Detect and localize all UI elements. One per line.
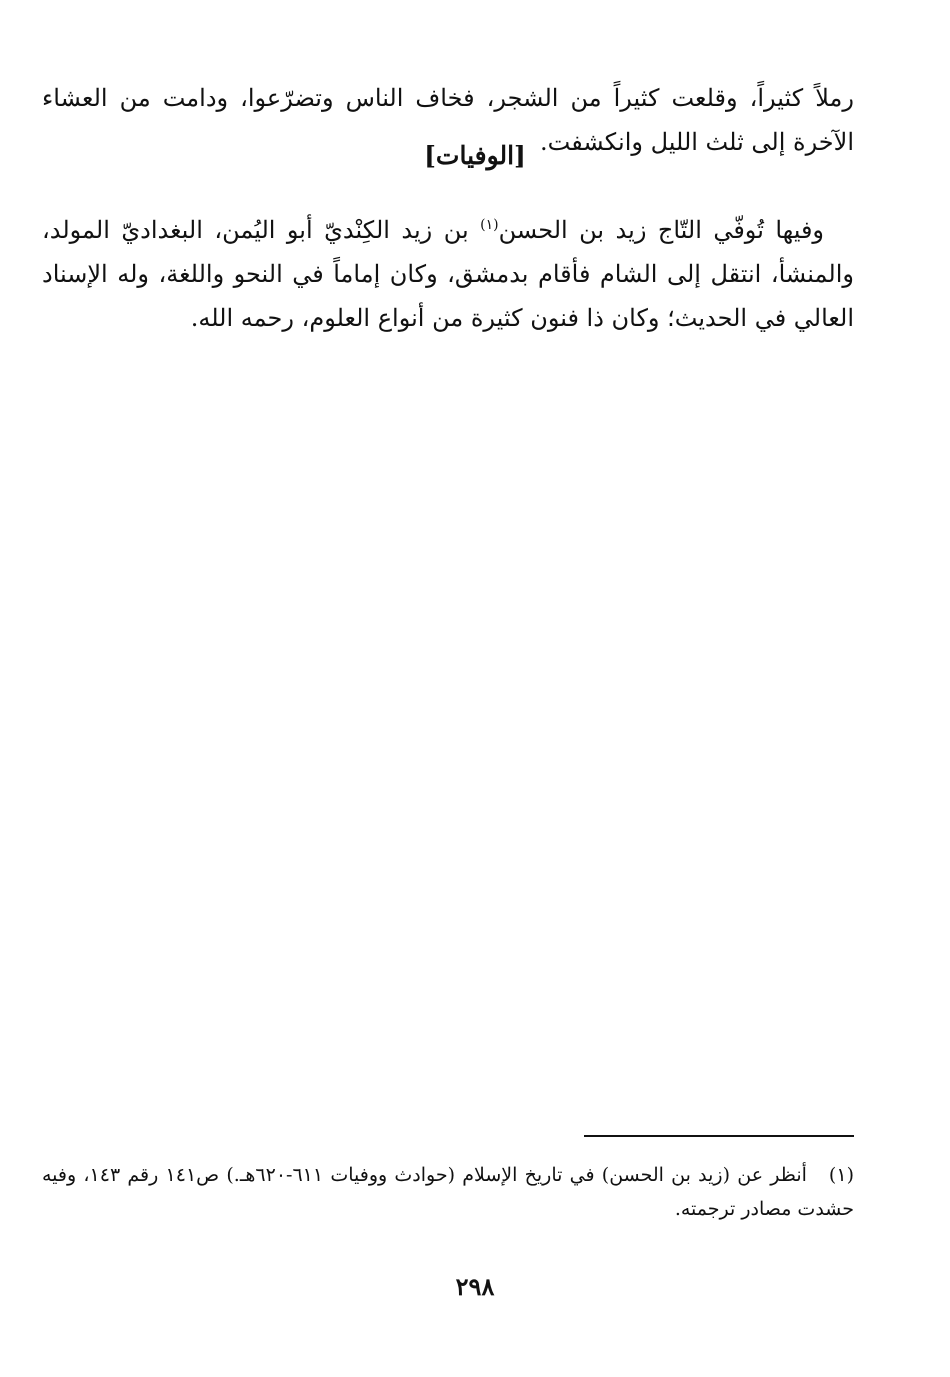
paragraph-text-rest: بن زيد الكِنْديّ أبو اليُمن، البغداديّ المولد، والمنشأ، انتقل إلى الشام فأقام بدمشق، وكان إماماً في النحو واللغة، وله الإسناد العالي في الحديث؛ وكان ذا فنون كثيرة من أنواع العلوم، رحمه الله. [42, 216, 854, 332]
footnote-marker: (١) [828, 1164, 854, 1186]
footnote-text: أنظر عن (زيد بن الحسن) في تاريخ الإسلام (حوادث ووفيات ٦١١-٦٢٠هـ.) ص١٤١ رقم ١٤٣، وفيه حشدت مصادر ترجمته. [42, 1164, 854, 1220]
footnote-separator [584, 1135, 854, 1137]
page-number: ٢٩٨ [455, 1272, 495, 1301]
paragraph-continuation: رملاً كثيراً، وقلعت كثيراً من الشجر، فخاف الناس وتضرّعوا، ودامت من العشاء الآخرة إلى ثلث الليل وانكشفت. [42, 84, 854, 156]
footnote-reference: (١) [480, 217, 499, 233]
section-heading-deaths: [الوفيات] [424, 141, 526, 170]
paragraph-text-start: وفيها تُوفّي التّاج زيد بن الحسن [498, 216, 825, 244]
paragraph-deaths-entry [42, 208, 854, 340]
footnote-1 [42, 1158, 854, 1226]
